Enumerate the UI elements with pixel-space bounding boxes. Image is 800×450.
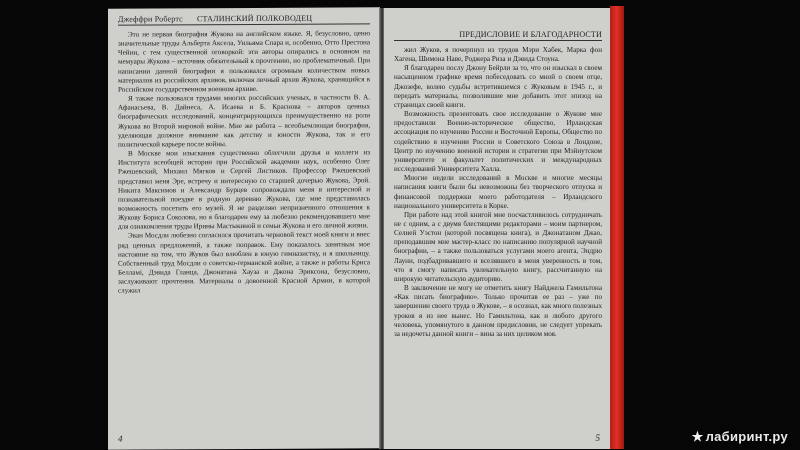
red-cover-edge: [610, 6, 624, 449]
right-page-number: 5: [595, 433, 600, 443]
right-page: [384, 8, 610, 449]
watermark-text: лабиринт.ру: [705, 429, 788, 444]
left-running-header: [118, 13, 370, 25]
header-book-title: СТАЛИНСКИЙ ПОЛКОВОДЕЦ: [196, 13, 313, 24]
left-page: [108, 7, 380, 449]
right-paragraph-4: Многие недели исследований в Москве и многие месяцы написания книги были бы невозможны без творческого отпуска и финансовой поддержки моего работодателя – Ирландского национального университета в Корке.: [394, 174, 602, 210]
left-paragraph-1: Это не первая биография Жукова на английском языке. Я, безусловно, ценю значительные труды Альберта Аксела, Уильяма Спара и, особенно, Отто Престона Чейни, с тем существенной оговоркой: эти авторы опирались в основном на мемуары Жукова – источник обязательный к прочтению, но проблематичный. При написании данной биографии я пользовался огромным количеством новых материалов из российских архивов, включая личный архив Жукова, хранящийся в Российском государственном военном архиве.: [118, 29, 370, 94]
left-paragraph-4: Эван Мосдли любезно согласился прочитать черновой текст моей книги и внес ряд ценных предложений, а также поправок. Ему показалось занятным мое настояние на том, что Жуков был влюблен в юную гимназистку, и я школьницу. Собственный труд Мосдли о советско-германской войне, а также и работы Криса Белламі, Дэвида Гланца, Джонатана Хауза и Джона Эриксона, безусловно, заслуживают прочтения. Материалы о довоенной Красной Армии, в которой служил: [118, 230, 370, 296]
right-paragraph-2: Я благодарен послу Джону Бейрли за то, что он изыскал в своем насыщенном графике время побеседовать со мной о своем отце, Джозефе, волею судьбы встретившемся с Жуковым в 1945 г., и передать материалы, позволившие мне добавить этот эпизод на страницах своей книги.: [394, 64, 602, 109]
right-running-header: [394, 30, 602, 41]
right-paragraph-5: При работе над этой книгой мне посчастливилось сотрудничать не с одним, а с двумя блестящими редакторами – моим партнером, Селией Уэстон (которой посвящена книга), и Джонатаном Джао, преподавшим мне мастер-класс по написанию популярной научной биографии, – а также пользоваться услугами моего агента, Эндрю Лауни, подбадривавшего и вселявшего в меня уверенность в том, что я смогу написать увлекательную книгу, рассчитанную на широкую читательскую аудиторию.: [394, 210, 602, 283]
header-author: Джеффри Робертс: [118, 14, 183, 24]
right-paragraph-3: Возможность презентовать свое исследование о Жукове мне предоставили Военно-историческое общество, Ирландская ассоциация по изучению России и Восточной Европы, Общество по содействию в изучении России и Советского Союза в Лондоне, Центр по изучению военной истории и стратегии при Мэйнутском университете и факультет политических и международных исследований Университета Халла.: [394, 110, 602, 174]
left-paragraph-2: Я также пользовался трудами многих российских ученых, в частности В. А. Афанасьева, В. Дайнеса, А. Исаева и Б. Краснова – авторов ценных биографических исследований, концентрирующихся преимущественно на роли Жукова во Второй мировой войне. Мне же работа – всеобъемлющая биография, уделяющая должное внимание как детству и юности Жукова, так и его политической карьере после войны.: [118, 93, 370, 149]
left-page-number: 4: [118, 433, 123, 444]
star-icon: ★: [691, 429, 704, 444]
left-paragraph-3: В Москве мои изыскания существенно облегчили друзья и коллеги из Института всеобщей истории при Российской академии наук, особенно Олег Ржешевский, Михаил Мягков и Сергей Листиков. Профессор Ржешевский представил меня Эре, встречу и интересную со старшей дочерью Жукова, Эрой. Никита Максимов и Александр Бурцев сопровождали меня в интересной и познавательной поездке в родную деревню Жукова, где мне представилась возможность посетить его музей. Я не разделяю непризненного отношения к Жукову Бориса Соколова, но я благодарен ему за любезно рекомендовавшего мне для ознакомления труды Ирины Мастыкиной и семьи Жукова и его личной жизни.: [118, 148, 370, 231]
right-paragraph-6: В заключение не могу не отметить книгу Найджела Гамильтона «Как писать биографию». Только прочитав ее раз – уже по завершении своего труда о Жукове, – я осознал, как много полезных уроков я из нее вынес. Но Гамильтона, как и любого другого человека, упомянутого в данном предисловии, не следует упрекать за недочеты данной книги – вина за них целиком моя.: [394, 284, 602, 338]
right-paragraph-1: жил Жуков, я почерпнул из трудов Мэри Хабек, Марка фон Хагена, Шимона Наве, Роджера Риза и Дэвида Стоуна.: [394, 46, 602, 64]
header-chapter-title: ПРЕДИСЛОВИЕ И БЛАГОДАРНОСТИ: [459, 30, 602, 39]
watermark-logo: [692, 429, 788, 445]
